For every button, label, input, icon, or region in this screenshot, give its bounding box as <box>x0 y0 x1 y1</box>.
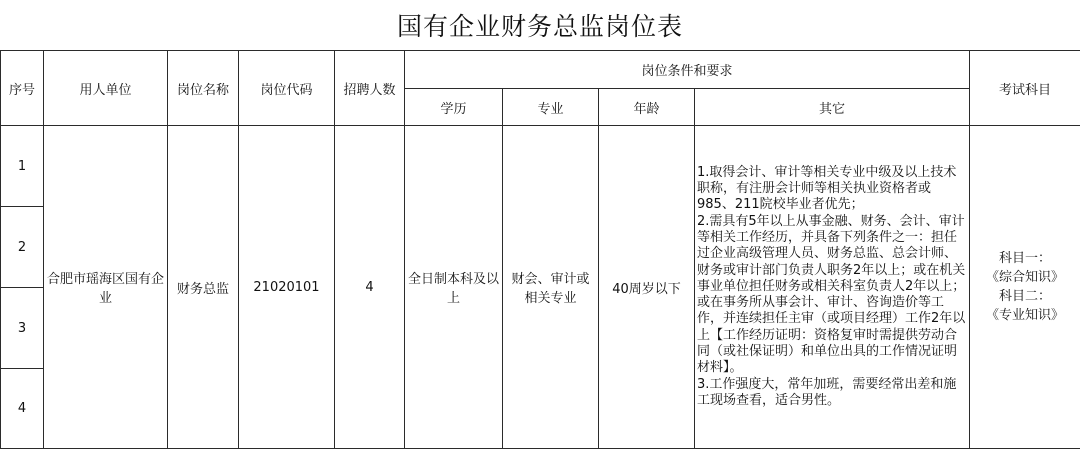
seq-cell: 2 <box>1 207 44 288</box>
header-position-code: 岗位代码 <box>239 51 335 126</box>
header-major: 专业 <box>503 89 599 126</box>
header-age: 年龄 <box>599 89 695 126</box>
position-code-cell: 21020101 <box>239 126 335 449</box>
header-exam-subjects: 考试科目 <box>970 51 1080 126</box>
exam-subject-line: 科目一： <box>999 251 1052 266</box>
header-conditions: 岗位条件和要求 <box>405 51 970 89</box>
header-position-name: 岗位名称 <box>168 51 239 126</box>
recruit-count-cell: 4 <box>335 126 405 449</box>
header-seq: 序号 <box>1 51 44 126</box>
header-other: 其它 <box>695 89 970 126</box>
position-name-cell: 财务总监 <box>168 126 239 449</box>
seq-cell: 4 <box>1 369 44 449</box>
requirement-item: 2.需具有5年以上从事金融、财务、会计、审计等相关工作经历，并具备下列条件之一：担任过企业高级管理人员、财务总监、总会计师、财务或审计部门负责人职务2年以上；或在机关事业单位担任财务或相关科室负责人2年以上；或在事务所从事会计、审计、咨询造价等工作，并连续担任主审（或项目经理）工作2年以上【工作经历证明：资格复审时需提供劳动合同（或社保证明）和单位出具的工作情况证明材料】。 <box>697 213 966 376</box>
header-row-1 <box>1 51 1080 89</box>
table-row <box>1 126 1080 207</box>
major-cell: 财会、审计或相关专业 <box>503 126 599 449</box>
seq-cell: 3 <box>1 288 44 369</box>
seq-cell: 1 <box>1 126 44 207</box>
requirement-item: 1.取得会计、审计等相关专业中级及以上技术职称，有注册会计师等相关执业资格者或985、211院校毕业者优先； <box>697 164 957 213</box>
position-table <box>0 50 1080 449</box>
table-title: 国有企业财务总监岗位表 <box>396 12 683 41</box>
exam-subject-line: 科目二： <box>999 289 1052 304</box>
header-recruit-count: 招聘人数 <box>335 51 405 126</box>
age-cell: 40周岁以下 <box>599 126 695 449</box>
employer-cell: 合肥市瑶海区国有企业 <box>44 126 168 449</box>
exam-subject-line: 《综合知识》 <box>986 270 1065 285</box>
requirement-item: 3.工作强度大，常年加班，需要经常出差和施工现场查看，适合男性。 <box>697 376 957 408</box>
other-requirements-cell <box>695 126 970 449</box>
exam-subject-line: 《专业知识》 <box>986 308 1065 323</box>
exam-subjects-cell <box>970 126 1080 449</box>
header-education: 学历 <box>405 89 503 126</box>
header-employer: 用人单位 <box>44 51 168 126</box>
education-cell: 全日制本科及以上 <box>405 126 503 449</box>
